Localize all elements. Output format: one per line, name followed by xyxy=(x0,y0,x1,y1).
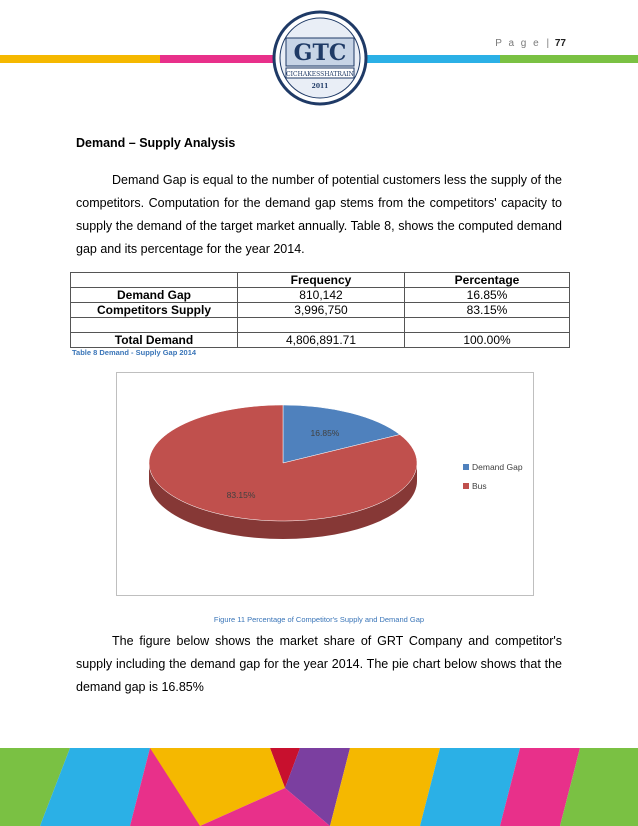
table-cell: Competitors Supply xyxy=(71,303,238,318)
table-row xyxy=(71,288,570,303)
company-logo xyxy=(272,10,368,106)
intro-paragraph xyxy=(76,169,562,261)
pie-data-label: 16.85% xyxy=(310,427,340,438)
table-header-cell: Percentage xyxy=(405,273,570,288)
pie-data-label: 83.15% xyxy=(226,490,256,501)
pie-chart-frame xyxy=(116,372,534,596)
table-header-cell xyxy=(71,273,238,288)
table-caption: Table 8 Demand - Supply Gap 2014 xyxy=(72,348,197,357)
table-row xyxy=(71,303,570,318)
legend-label: Demand Gap xyxy=(472,462,523,472)
logo-year: 2011 xyxy=(311,83,329,90)
table-header-cell: Frequency xyxy=(238,273,405,288)
legend-label: Bus xyxy=(472,481,487,491)
section-heading: Demand – Supply Analysis xyxy=(76,136,236,150)
table-cell: Total Demand xyxy=(71,333,238,348)
legend-swatch xyxy=(463,464,469,470)
table-cell: 16.85% xyxy=(405,288,570,303)
page-number-value: 77 xyxy=(554,38,566,49)
page-number xyxy=(495,38,566,49)
footer-color-band xyxy=(0,748,638,826)
table-cell xyxy=(405,318,570,333)
demand-supply-table xyxy=(70,272,570,348)
figure-caption: Figure 11 Percentage of Competitor's Supply and Demand Gap xyxy=(213,615,425,624)
pie-chart xyxy=(117,373,533,595)
table-cell xyxy=(71,318,238,333)
table-cell: 3,996,750 xyxy=(238,303,405,318)
table-cell: 100.00% xyxy=(405,333,570,348)
intro-paragraph-text: Demand Gap is equal to the number of potential customers less the supply of the competitors. Computation for the demand gap stems from the competitors' capacity to supply the demand of the target market annually. Table 8, shows the computed demand gap and its percentage for the year 2014. xyxy=(76,173,562,256)
table-cell: 83.15% xyxy=(405,303,570,318)
table-cell xyxy=(238,318,405,333)
table-row xyxy=(71,333,570,348)
logo-main-text: GTC xyxy=(293,40,347,66)
table-cell: Demand Gap xyxy=(71,288,238,303)
logo-sub-text: CICHAKESSHATRAIN xyxy=(286,71,354,78)
table-header-row xyxy=(71,273,570,288)
market-share-paragraph xyxy=(76,630,562,699)
table-cell: 4,806,891.71 xyxy=(238,333,405,348)
market-share-paragraph-text: The figure below shows the market share of GRT Company and competitor's supply including the demand gap for the year 2014. The pie chart below shows that the demand gap is 16.85% xyxy=(76,634,562,694)
legend-swatch xyxy=(463,483,469,489)
table-row xyxy=(71,318,570,333)
page-separator: | xyxy=(546,38,550,49)
page-label: P a g e xyxy=(495,38,541,49)
table-cell: 810,142 xyxy=(238,288,405,303)
